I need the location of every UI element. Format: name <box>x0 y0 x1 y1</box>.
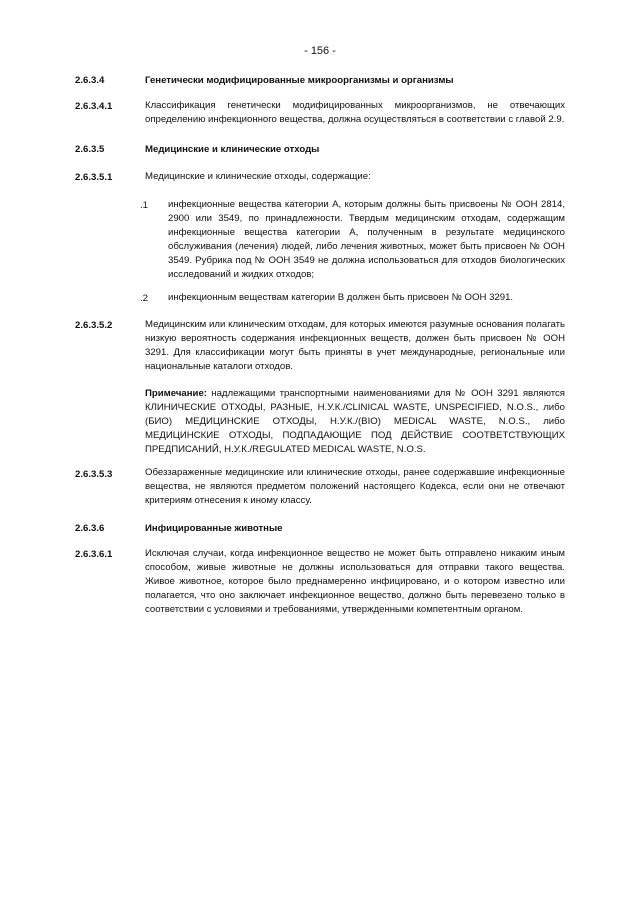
section-number: 2.6.3.6 <box>75 523 105 534</box>
paragraph: Медицинским или клиническим отходам, для которых имеются разумные основания полагать низкую вероятность содержания инфекционных веществ, должен быть присвоен № ООН 3291. Для классификации могут быть приняты в учет международные, региональные или национальные каталоги отходов. <box>145 319 565 372</box>
note-label: Примечание: <box>145 388 207 399</box>
section-number: 2.6.3.4.1 <box>75 101 113 112</box>
paragraph: Обеззараженные медицинские или клинические отходы, ранее содержавшие инфекционные вещества, не являются предметом положений настоящего Кодекса, если они не отвечают критериям отнесения к иному классу. <box>145 467 565 506</box>
paragraph: Медицинские и клинические отходы, содержащие: <box>145 171 371 182</box>
section-number: 2.6.3.5.2 <box>75 320 113 331</box>
section-heading: Генетически модифицированные микроорганизмы и организмы <box>145 75 454 86</box>
list-item-marker: .1 <box>140 200 149 211</box>
paragraph: Исключая случаи, когда инфекционное вещество не может быть отправлено никаким иным способом, живые животные не должны использоваться для отправки такого вещества. Живое животное, которое было преднамеренно инфицировано, и о котором известно или полагается, что оно заключает инфекционное вещество, должно быть перевезено только в соответствии с условиями и требованиями, утвержденными компетентным органом. <box>145 548 565 615</box>
section-number: 2.6.3.5.3 <box>75 469 113 480</box>
section-heading: Инфицированные животные <box>145 523 283 534</box>
note-text: надлежащими транспортными наименованиями для № ООН 3291 являются КЛИНИЧЕСКИЕ ОТХОДЫ, РАЗНЫЕ, Н.У.К./CLINICAL WASTE, UNSPECIFIED, N.O.S., либо (БИО) МЕДИЦИНСКИЕ ОТХОДЫ, Н.У.К./(BIO) MEDICAL WASTE, N.O.S., либо МЕДИЦИНСКИЕ ОТХОДЫ, ПОДПАДАЮЩИЕ ПОД ДЕЙСТВИЕ СООТВЕТСТВУЮЩИХ ПРЕДПИСАНИЙ, Н.У.К./REGULATED MEDICAL WASTE, N.O.S. <box>145 388 565 455</box>
page-number: - 156 - <box>304 45 336 57</box>
section-number: 2.6.3.6.1 <box>75 549 113 560</box>
paragraph: Классификация генетически модифицированных микроорганизмов, не отвечающих определению инфекционного вещества, должна осуществляться в соответствии с главой 2.9. <box>145 100 565 125</box>
list-item-marker: .2 <box>140 293 149 304</box>
section-number: 2.6.3.5 <box>75 144 105 155</box>
section-heading: Медицинские и клинические отходы <box>145 144 320 155</box>
section-number: 2.6.3.4 <box>75 75 105 86</box>
section-number: 2.6.3.5.1 <box>75 172 113 183</box>
list-item: инфекционные вещества категории A, которым должны быть присвоены № ООН 2814, 2900 или 3549, по принадлежности. Твердым медицинским отходам, содержащим инфекционные вещества категории A, полученным в результате медицинского обслуживания (лечения) людей, либо лечения животных, может быть присвоен № ООН 3549. Рубрика под № ООН 3549 не должна использоваться для отходов биологических исследований и жидких отходов; <box>168 199 565 280</box>
note-paragraph <box>145 387 565 457</box>
list-item: инфекционным веществам категории B должен быть присвоен № ООН 3291. <box>168 292 514 303</box>
